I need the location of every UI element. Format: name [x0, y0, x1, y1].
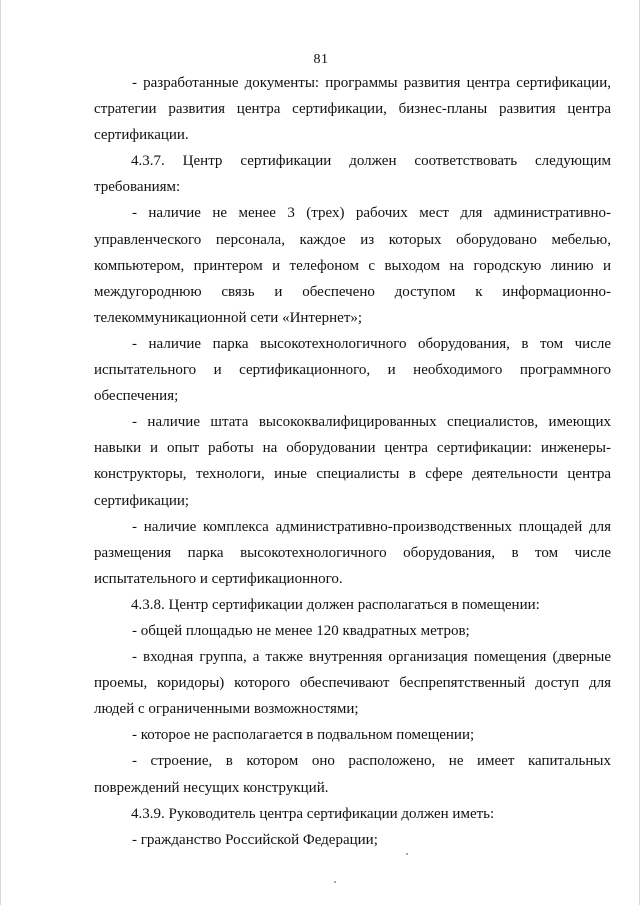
scan-speck [406, 853, 408, 855]
paragraph-developed-documents: - разработанные документы: программы развития центра сертификации, стратегии развития центра сертификации, бизнес-планы развития центра сертификации. [94, 75, 611, 144]
paragraph-premises-complex: - наличие комплекса административно-производственных площадей для размещения парка высокотехнологичного оборудования, в том числе испытательного и сертификационного. [94, 518, 611, 587]
page-number: 81 [313, 52, 329, 67]
section-4-3-8-heading: 4.3.8. Центр сертификации должен располагаться в помещении: [131, 596, 540, 613]
paragraph-accessibility: - входная группа, а также внутренняя организация помещения (дверные проемы, коридоры) которого обеспечивают беспрепятственный доступ для людей с ограниченными возможностями; [94, 649, 611, 718]
document-body [94, 70, 611, 853]
paragraph-no-structural-damage: - строение, в котором оно расположено, не имеет капитальных повреждений несущих конструкций. [94, 753, 611, 796]
section-4-3-9-heading: 4.3.9. Руководитель центра сертификации должен иметь: [131, 805, 495, 822]
paragraph-not-basement: - которое не располагается в подвальном помещении; [132, 727, 475, 744]
paragraph-workplaces: - наличие не менее 3 (трех) рабочих мест для административно-управленческого персонала, каждое из которых оборудовано мебелью, компьютером, принтером и телефоном с выходом на городскую линию и междугороднюю связь и обеспечено доступом к информационно-телекоммуникационной сети «Интернет»; [94, 205, 611, 326]
section-4-3-7-heading: 4.3.7. Центр сертификации должен соответствовать следующим требованиям: [94, 153, 611, 196]
paragraph-floor-area: - общей площадью не менее 120 квадратных метров; [132, 622, 470, 639]
paragraph-specialists: - наличие штата высококвалифицированных специалистов, имеющих навыки и опыт работы на оборудовании центра сертификации: инженеры-конструкторы, технологи, иные специалисты в сфере деятельности центра сертификации; [94, 414, 611, 509]
paragraph-equipment-park: - наличие парка высокотехнологичного оборудования, в том числе испытательного и сертификационного, и необходимого программного обеспечения; [94, 335, 611, 405]
scan-speck [334, 881, 336, 883]
paragraph-citizenship: - гражданство Российской Федерации; [132, 831, 378, 848]
